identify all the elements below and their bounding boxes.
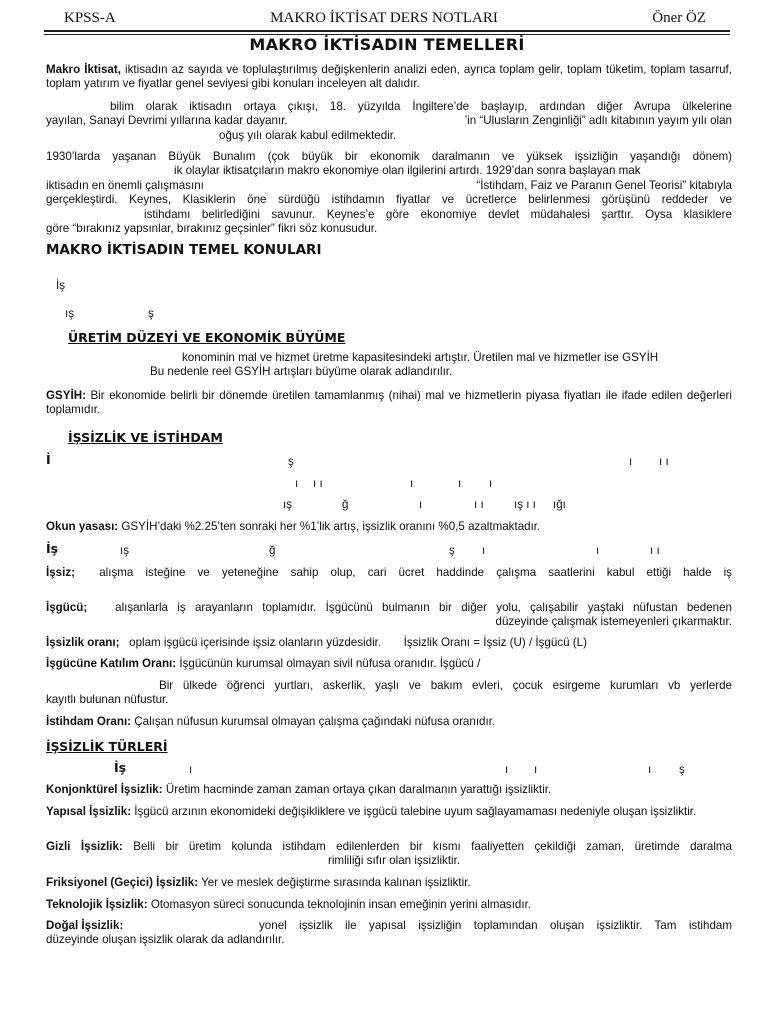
type-text-2: düzeyinde oluşan işsizlik olarak da adlandırılır. <box>46 933 285 947</box>
growth-line-2: Bu nedenle reel GSYİH artışları büyüme olarak adlandırılır. <box>150 365 453 379</box>
unemp-row3-f5: ığı <box>553 498 566 511</box>
type-term: Yapısal İşsizlik: <box>46 805 132 818</box>
unemployment-rate <box>46 636 732 650</box>
type-structural <box>46 805 732 819</box>
type-hidden <box>46 840 732 869</box>
growth-paragraph <box>46 351 732 380</box>
unemp-row4-f3: ı <box>482 544 486 557</box>
unemp-fragment-is: İş <box>46 541 59 556</box>
gsyih-term: GSYİH: <box>46 389 86 402</box>
depression-line-4: gerçekleştirdi. Keynes, Klasiklerin öne sürdüğü istihdamın fiyatlar ve ücretlerce belirlenmesi görüşünü reddeder ve <box>46 193 732 207</box>
participation-rate <box>46 657 732 671</box>
unemp-row4-f5: ı ı <box>650 544 660 557</box>
topics-fragment-2b: ş <box>148 307 154 320</box>
depression-line-3b: “İstihdam, Faiz ve Paranın Genel Teorisi” kitabıyla <box>476 178 732 192</box>
growth-line-1: konominin mal ve hizmet üretme kapasitesindeki artıştır. Üretilen mal ve hizmetler ise GSYİH <box>182 351 659 364</box>
types-fragment-is: İş <box>114 760 127 775</box>
rate-term: İşsizlik oranı; <box>46 636 120 649</box>
unemp-row3-f1: ğ <box>342 498 349 511</box>
isgucu-definition <box>46 601 732 630</box>
type-technological <box>46 898 732 912</box>
unemp-row2-f4: ı <box>489 477 493 490</box>
type-term: Konjonktürel İşsizlik: <box>46 783 163 796</box>
unemp-row3-f0: ış <box>283 498 293 511</box>
institutional-population <box>46 679 732 708</box>
type-term: Gizli İşsizlik: <box>46 840 123 853</box>
growth-heading: ÜRETİM DÜZEYİ VE EKONOMİK BÜYÜME <box>68 330 346 345</box>
unemp-fragment-i: İ <box>46 452 51 467</box>
unemp-row2-f2: ı <box>410 477 414 490</box>
isgucu-term: İşgücü; <box>46 601 88 614</box>
header-rule-thick <box>44 30 730 32</box>
type-text: Belli bir üretim kolunda istihdam edilenlerden bir kısmı faaliyetten çekildiği zaman, üretimde daralma <box>122 840 732 853</box>
type-text: Üretim hacminde zaman zaman ortaya çıkan daralmanın yarattığı işsizliktir. <box>162 783 552 796</box>
intro-paragraph <box>46 63 732 92</box>
header-left: KPSS-A <box>64 10 116 26</box>
isgucu-line-1: alışanlarla iş arayanların toplamıdır. İşgücünü bulmanın bir diğer yolu, çalışabilir yaştaki nüfustan bedenen <box>115 601 732 614</box>
unemp-row3-f2: ı <box>419 498 423 511</box>
okun-term: Okun yasası: <box>46 520 119 533</box>
history-line-3: oğuş yılı olarak kabul edilmektedir. <box>219 128 397 142</box>
depression-line-1: 1930’larda yaşanan Büyük Bunalım (çok büyük bir ekonomik daralmanın ve yüksek işsizliğin yaşandığı dönem) <box>46 150 732 163</box>
depression-line-3 <box>46 179 732 193</box>
gsyih-text: Bir ekonomide belirli bir dönemde üretilen tamamlanmış (nihai) mal ve hizmetlerin piyasa fiyatları ile ifade edilen değerleri toplamıdır. <box>46 389 732 417</box>
history-paragraph <box>46 100 732 143</box>
unemp-row2-f1: ı ı <box>313 477 323 490</box>
unemp-row1-f0: ı <box>629 455 633 468</box>
history-line-1: bilim olarak iktisadın ortaya çıkışı, 18. yüzyılda İngiltere’de başlayıp, ardından diğer Avrupa ülkelerine <box>110 100 732 113</box>
intro-text: iktisadın az sayıda ve toplulaştırılmış değişkenlerin analizi eden, ayrıca toplam gelir, toplam tüketim, toplam tasarruf, toplam yatırım ve fiyatlar genel seviyesi gibi konuları inceleyen alt dalıdır. <box>46 63 732 91</box>
unemp-row4-f0: ış <box>120 544 130 557</box>
topics-heading: MAKRO İKTİSADIN TEMEL KONULARI <box>46 242 322 258</box>
depression-line-6: göre “bırakınız yapsınlar, bırakınız geçsinler” fikri söz konusudur. <box>46 222 378 236</box>
history-line-2 <box>46 114 732 128</box>
history-line-2a: yayılan, Sanayi Devrimi yıllarına kadar dayanır. <box>46 114 288 128</box>
depression-line-3a: iktisadın en önemli çalışmasını <box>46 178 204 192</box>
type-text-2: rimliliği sıfır olan işsizliktir. <box>328 854 461 868</box>
depression-line-5: istihdamı belirlediğini savunur. Keynes’e göre ekonomiye devlet müdahalesi şarttır. Oysa klasiklere <box>144 207 732 221</box>
unemp-fragment-s1: ş <box>288 455 294 468</box>
issiz-term: İşsiz; <box>46 566 75 579</box>
type-cyclical <box>46 783 732 797</box>
participation-text: İşgücünün kurumsal olmayan sivil nüfusa oranıdır. İşgücü / <box>176 657 481 670</box>
participation-term: İşgücüne Katılım Oranı: <box>46 657 177 670</box>
type-text: İşgücü arzının ekonomideki değişikliklere ve işgücü talebine uyum sağlayamaması nedeniyle oluşan işsizliktir. <box>131 805 697 818</box>
type-term: Doğal İşsizlik: <box>46 919 124 932</box>
institutional-line-1: Bir ülkede öğrenci yurtları, askerlik, yaşlı ve bakım evleri, çocuk esirgeme kurumları vb yerlerde <box>159 679 732 692</box>
institutional-line-2: kayıtlı bulunan nüfustur. <box>46 693 169 707</box>
types-row-f1: ı <box>505 763 509 776</box>
type-natural <box>46 919 732 948</box>
unemp-row4-f2: ş <box>449 544 455 557</box>
unemp-row2-f0: ı <box>295 477 299 490</box>
type-text: Yer ve meslek değiştirme sırasında kalınan işsizliktir. <box>198 876 471 889</box>
rate-text: oplam işgücü içerisinde işsiz olanların yüzdesidir. <box>129 636 382 649</box>
type-frictional <box>46 876 732 890</box>
history-line-2b: ’in “Ulusların Zenginliği” adlı kitabının yayım yılı olan <box>464 114 732 128</box>
unemp-row4-f1: ğ <box>269 544 276 557</box>
page-header <box>44 8 724 30</box>
unemp-row2-f3: ı <box>458 477 462 490</box>
isgucu-line-2: düzeyinde çalışmak istemeyenleri çıkarmaktır. <box>495 615 732 629</box>
unemp-row3-f3: ı ı <box>474 498 484 511</box>
okun-law <box>46 520 732 534</box>
header-right: Öner ÖZ <box>652 10 706 26</box>
gsyih-definition <box>46 389 732 418</box>
page-title: MAKRO İKTİSADIN TEMELLERİ <box>249 35 525 54</box>
type-term: Teknolojik İşsizlik: <box>46 898 148 911</box>
topics-fragment-2a: ış <box>65 307 75 320</box>
types-row-f2: ı <box>534 763 538 776</box>
issiz-definition <box>46 566 732 580</box>
topics-fragment-1: İş <box>56 279 66 292</box>
type-text: Otomasyon süreci sonucunda teknolojinin insan emeğinin yerini almasıdır. <box>147 898 532 911</box>
rate-formula: İşsizlik Oranı = İşsiz (U) / İşgücü (L) <box>403 636 587 649</box>
types-row-f3: ı <box>648 763 652 776</box>
issiz-text: alışma isteğine ve yeteneğine sahip olup, cari ücret haddinde çalışma saatlerini kabul ettiği halde iş <box>99 566 732 579</box>
type-term: Friksiyonel (Geçici) İşsizlik: <box>46 876 199 889</box>
unemployment-heading: İŞSİZLİK VE İSTİHDAM <box>68 430 223 445</box>
unemp-row3-f4: ış ı ı <box>514 498 536 511</box>
okun-text: GSYİH’daki %2.25’ten sonraki her %1’lik artış, işsizlik oranını %0,5 azaltmaktadır. <box>118 520 541 533</box>
employment-term: İstihdam Oranı: <box>46 715 132 728</box>
types-heading: İŞSİZLİK TÜRLERİ <box>46 739 168 754</box>
type-text: yonel işsizlik ile yapısal işsizliğin toplamından oluşan işsizliktir. Tam istihdam <box>259 919 732 932</box>
unemp-row4-f4: ı <box>596 544 600 557</box>
employment-text: Çalışan nüfusun kurumsal olmayan çalışma çağındaki nüfusa oranıdır. <box>131 715 496 728</box>
types-row-f4: ş <box>679 763 685 776</box>
employment-rate <box>46 715 732 729</box>
header-center: MAKRO İKTİSAT DERS NOTLARI <box>270 10 498 26</box>
types-row-f0: ı <box>189 763 193 776</box>
depression-line-2: ik olaylar iktisatçıların makro ekonomiye olan ilgilerini artırdı. 1929’dan sonra başlayan mak <box>174 164 641 178</box>
intro-term: Makro İktisat, <box>46 63 121 76</box>
unemp-row1-f1: ı ı <box>659 455 669 468</box>
depression-paragraph <box>46 150 732 236</box>
